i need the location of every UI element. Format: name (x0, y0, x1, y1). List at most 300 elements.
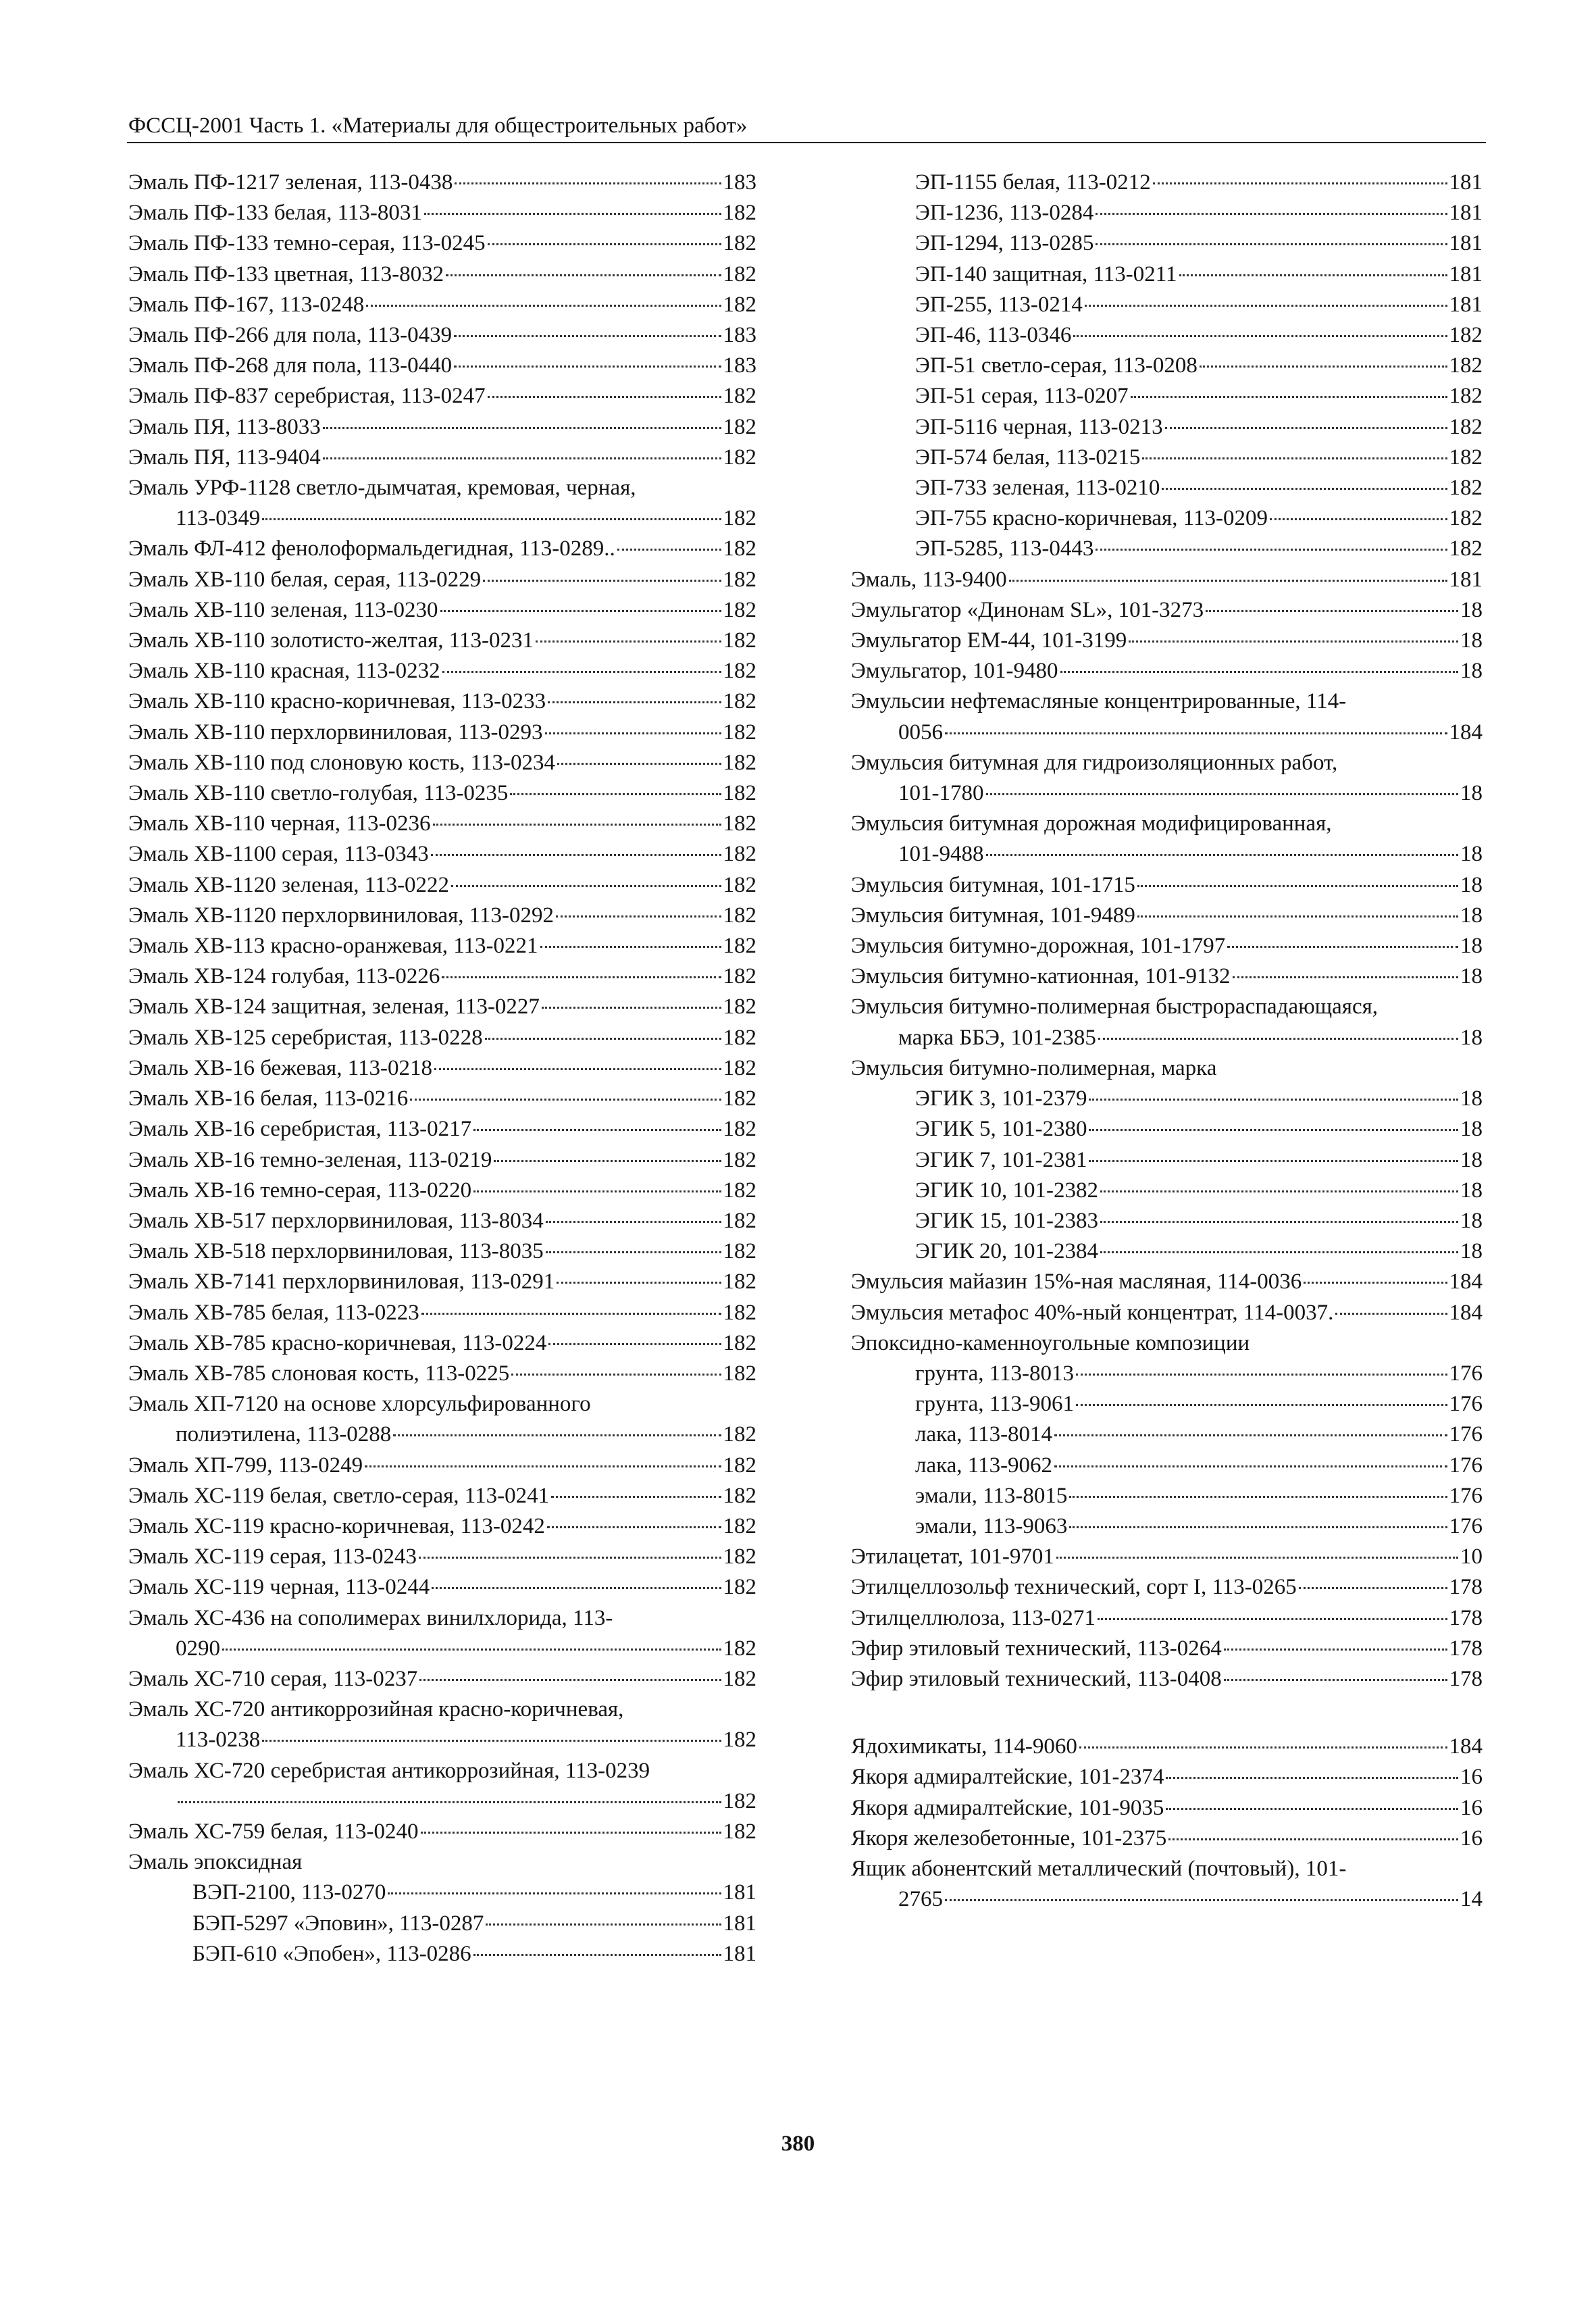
index-entry-line (128, 168, 756, 198)
index-entry-text: Эмаль ПФ-133 белая, 113-8031 (128, 201, 422, 226)
index-entry (851, 961, 1483, 992)
index-entry-line (851, 1145, 1483, 1176)
index-entry-line (128, 1786, 756, 1817)
index-entry-page: 182 (723, 1300, 756, 1325)
index-entry (128, 1176, 756, 1206)
index-entry (851, 1145, 1483, 1176)
index-entry-page: 16 (1460, 1826, 1483, 1851)
index-entry (128, 718, 756, 748)
index-entry-page: 181 (1449, 201, 1483, 226)
index-entry (128, 901, 756, 931)
index-entry (128, 748, 756, 778)
index-entry (128, 1542, 756, 1572)
index-entry-page: 182 (1449, 384, 1483, 409)
index-entry-text: 113-0349 (176, 506, 261, 531)
index-entry-page: 182 (723, 536, 756, 561)
index-entry-page: 182 (723, 1361, 756, 1386)
leader-dots (1131, 396, 1447, 398)
index-entry-text: Эмаль ХВ-16 белая, 113-0216 (128, 1086, 409, 1111)
leader-dots (454, 366, 721, 368)
index-entry-text: ЭП-5116 черная, 113-0213 (915, 414, 1163, 439)
index-entry-page: 18 (1460, 903, 1483, 928)
index-entry-page: 181 (723, 1911, 756, 1936)
index-entry-text: 0056 (898, 720, 943, 745)
index-entry (851, 1603, 1483, 1634)
index-entry-page: 184 (1449, 720, 1483, 745)
index-entry-page: 182 (723, 1575, 756, 1600)
index-entry (851, 351, 1483, 381)
leader-dots (1069, 1496, 1447, 1498)
index-entry-text: Эмаль ФЛ-412 фенолоформальдегидная, 113-0289.. (128, 536, 615, 561)
index-entry-line (851, 1664, 1483, 1694)
index-entry (851, 259, 1483, 290)
index-entry-text: Эмаль ХВ-110 красная, 113-0232 (128, 659, 440, 684)
leader-dots (366, 305, 721, 307)
index-entry-line (851, 961, 1483, 992)
leader-dots (434, 1068, 721, 1070)
index-entry-line (128, 1451, 756, 1481)
leader-dots (1227, 946, 1458, 948)
index-entry-line (851, 351, 1483, 381)
index-entry-line (128, 686, 756, 717)
index-entry-text: ЭП-574 белая, 113-0215 (915, 445, 1141, 470)
index-entry-line (128, 1634, 756, 1664)
leader-dots (1060, 671, 1458, 673)
index-entry-text: Эмульсия битумно-дорожная, 101-1797 (851, 934, 1226, 959)
index-entry (851, 503, 1483, 534)
leader-dots (1137, 915, 1458, 917)
index-entry (128, 961, 756, 992)
page-number: 380 (781, 2132, 815, 2156)
index-entry-line (851, 168, 1483, 198)
index-entry-line (851, 259, 1483, 290)
index-entry-page: 176 (1449, 1361, 1483, 1386)
leader-dots (451, 885, 721, 887)
index-entry-page: 182 (723, 1544, 756, 1569)
index-entry (851, 534, 1483, 564)
index-entry-line (851, 1206, 1483, 1236)
index-entry (128, 351, 756, 381)
index-entry-text: 101-1780 (898, 781, 984, 806)
index-entry-text: Эмаль ХВ-518 перхлорвиниловая, 113-8035 (128, 1239, 544, 1264)
index-entry-page: 182 (1449, 506, 1483, 531)
index-entry (851, 1542, 1483, 1572)
leader-dots (1304, 1282, 1447, 1284)
index-entry (128, 1084, 756, 1114)
index-entry-line (851, 228, 1483, 259)
index-entry (851, 1762, 1483, 1792)
index-entry (128, 1511, 756, 1542)
index-entry-text: Эмаль ПФ-268 для пола, 113-0440 (128, 353, 453, 378)
index-entry-line (851, 1542, 1483, 1572)
index-entry (128, 1328, 756, 1359)
leader-dots (1270, 518, 1447, 520)
index-entry-line (851, 1267, 1483, 1297)
index-entry-page: 182 (723, 1453, 756, 1478)
index-entry-page: 184 (1449, 1734, 1483, 1759)
index-entry-text: Эфир этиловый технический, 113-0264 (851, 1636, 1222, 1661)
leader-dots (1089, 1160, 1458, 1162)
index-entry-line (851, 1114, 1483, 1145)
leader-dots (440, 610, 721, 612)
index-entry-line (128, 1298, 756, 1328)
index-entry-page: 182 (723, 964, 756, 989)
index-entry-line (128, 503, 756, 534)
leader-dots (483, 580, 721, 582)
index-entry-page: 176 (1449, 1453, 1483, 1478)
leader-dots (1142, 457, 1447, 459)
index-entry-line (851, 381, 1483, 411)
index-entry (851, 992, 1483, 1053)
leader-dots (1096, 549, 1447, 551)
index-entry-text: Эмаль ХВ-124 защитная, зеленая, 113-0227 (128, 995, 540, 1020)
leader-dots (548, 1343, 721, 1345)
index-entry-page: 181 (723, 1880, 756, 1905)
leader-dots (1206, 610, 1458, 612)
index-entry-line (128, 320, 756, 351)
index-entry (851, 1634, 1483, 1664)
index-entry (128, 168, 756, 198)
index-entry-text: ЭГИК 7, 101-2381 (915, 1147, 1087, 1172)
index-entry-text: Эмаль ПФ-167, 113-0248 (128, 292, 365, 317)
index-entry-page: 183 (723, 323, 756, 348)
leader-dots (442, 976, 721, 978)
index-entry-text: Этилацетат, 101-9701 (851, 1544, 1054, 1569)
index-entry-page: 14 (1460, 1887, 1483, 1912)
index-entry-page: 182 (723, 995, 756, 1020)
index-entry-text: 0290 (176, 1636, 220, 1661)
index-entry-text: БЭП-610 «Эпобен», 113-0286 (192, 1941, 471, 1966)
leader-dots (1089, 1129, 1458, 1131)
index-entry-text: Эмаль ПФ-837 серебристая, 113-0247 (128, 384, 486, 409)
index-entry-text: ЭП-140 защитная, 113-0211 (915, 261, 1177, 286)
index-entry (128, 1572, 756, 1603)
index-entry-line (128, 1542, 756, 1572)
index-entry-page: 178 (1449, 1605, 1483, 1630)
leader-dots (511, 1374, 721, 1376)
index-entry-page: 182 (723, 934, 756, 959)
index-entry-text: Эмаль ХВ-16 темно-зеленая, 113-0219 (128, 1147, 492, 1172)
leader-dots (547, 1526, 721, 1528)
index-entry-page: 182 (1449, 536, 1483, 561)
index-entry-text: Эмаль ХВ-785 красно-коричневая, 113-0224 (128, 1330, 547, 1355)
index-entry-text: Эмаль ПФ-133 темно-серая, 113-0245 (128, 231, 486, 256)
index-entry-line (128, 1328, 756, 1359)
index-entry-text: Эмаль ПФ-1217 зеленая, 113-0438 (128, 170, 453, 195)
index-entry-text: Якоря адмиралтейские, 101-9035 (851, 1795, 1164, 1820)
index-entry (128, 1145, 756, 1176)
leader-dots (1076, 1374, 1447, 1376)
leader-dots (617, 549, 721, 551)
index-entry-line (128, 1053, 756, 1084)
leader-dots (945, 1899, 1458, 1901)
index-entry-line (128, 1909, 756, 1939)
index-entry (128, 1664, 756, 1694)
index-column-right (851, 168, 1483, 1915)
index-entry-line (851, 718, 1483, 748)
index-entry-page: 18 (1460, 1025, 1483, 1050)
index-entry-page: 182 (723, 1239, 756, 1264)
leader-dots (1009, 580, 1447, 582)
index-entry-line (128, 443, 756, 473)
leader-dots (455, 182, 721, 184)
index-entry-page: 184 (1449, 1269, 1483, 1294)
index-entry-line (128, 1084, 756, 1114)
index-entry-line (128, 931, 756, 961)
leader-dots (488, 243, 721, 245)
index-entry-text: Эмаль ХВ-110 под слоновую кость, 113-0234 (128, 750, 555, 775)
index-entry-page: 182 (723, 414, 756, 439)
index-entry-page: 18 (1460, 1239, 1483, 1264)
index-entry-page: 182 (723, 1666, 756, 1691)
index-entry-page: 181 (1449, 292, 1483, 317)
index-entry-text: Эмаль ХВ-110 золотисто-желтая, 113-0231 (128, 628, 534, 653)
index-entry-line (851, 626, 1483, 656)
index-entry-line (128, 1236, 756, 1267)
index-entry-page: 182 (723, 1055, 756, 1080)
index-entry-page: 182 (723, 1178, 756, 1203)
index-entry-text: ЭП-51 светло-серая, 113-0208 (915, 353, 1198, 378)
index-entry-text: Этилцеллозольф технический, сорт I, 113-0265 (851, 1575, 1297, 1600)
leader-dots (1166, 1777, 1458, 1779)
index-entry-line (128, 1664, 756, 1694)
index-entry-line (851, 565, 1483, 595)
leader-dots (393, 1434, 721, 1436)
index-entry-page: 182 (1449, 476, 1483, 501)
index-entry-line (128, 992, 756, 1022)
leader-dots (540, 946, 721, 948)
leader-dots (1098, 1618, 1447, 1620)
index-entry-page: 181 (1449, 567, 1483, 592)
index-entry-lead: Эмаль ХС-436 на сополимерах винилхлорида, 113- (128, 1605, 613, 1630)
index-entry-text: ЭГИК 20, 101-2384 (915, 1239, 1098, 1264)
index-entry-line (128, 595, 756, 626)
leader-dots (1200, 366, 1447, 368)
leader-dots (1100, 1190, 1458, 1192)
index-entry-page: 183 (723, 170, 756, 195)
index-entry-line (128, 565, 756, 595)
index-entry-page: 182 (723, 1819, 756, 1844)
index-entry-text: эмали, 113-8015 (915, 1483, 1068, 1508)
leader-dots (473, 1190, 721, 1192)
index-entry (851, 1511, 1483, 1542)
index-entry-text: ЭГИК 3, 101-2379 (915, 1086, 1087, 1111)
leader-dots (1100, 1221, 1458, 1223)
index-entry (128, 534, 756, 564)
leader-dots (473, 1129, 721, 1131)
index-entry (128, 1267, 756, 1297)
index-entry (128, 839, 756, 870)
index-entry-page: 182 (723, 1025, 756, 1050)
index-entry-line (128, 351, 756, 381)
index-entry-line (851, 198, 1483, 228)
index-entry-page: 182 (723, 384, 756, 409)
index-entry (851, 1298, 1483, 1328)
index-entry-line (128, 778, 756, 809)
index-entry-text: 101-9488 (898, 842, 984, 867)
leader-dots (488, 396, 721, 398)
index-entry (128, 595, 756, 626)
index-entry-text: Эмаль ХВ-16 серебристая, 113-0217 (128, 1117, 472, 1142)
index-entry-line (851, 443, 1483, 473)
leader-dots (1076, 1404, 1447, 1406)
index-entry-text: Эмульсия метафос 40%-ный концентрат, 114-0037. (851, 1300, 1334, 1325)
index-entry (851, 901, 1483, 931)
index-entry-line (851, 1823, 1483, 1854)
index-entry (128, 443, 756, 473)
index-entry (128, 1481, 756, 1511)
index-entry (128, 1756, 756, 1817)
leader-dots (323, 457, 721, 459)
leader-dots (1165, 427, 1447, 429)
index-entry-text: Эмульсия битумно-катионная, 101-9132 (851, 964, 1231, 989)
index-entry (851, 228, 1483, 259)
index-entry-line (851, 1451, 1483, 1481)
index-entry-text: Эмаль ХП-799, 113-0249 (128, 1453, 363, 1478)
index-entry-text: БЭП-5297 «Эповин», 113-0287 (192, 1911, 484, 1936)
index-entry-text: Эмаль ХВ-16 темно-серая, 113-0220 (128, 1178, 472, 1203)
leader-dots (986, 793, 1459, 795)
index-entry-line (851, 320, 1483, 351)
index-entry-page: 10 (1460, 1544, 1483, 1569)
index-entry-line (128, 1145, 756, 1176)
index-entry-text: Эмаль ПФ-133 цветная, 113-8032 (128, 261, 444, 286)
index-entry (128, 809, 756, 839)
leader-dots (1299, 1587, 1447, 1589)
leader-dots (323, 427, 721, 429)
leader-dots (1233, 976, 1458, 978)
index-entry-page: 18 (1460, 964, 1483, 989)
index-entry-line (851, 1084, 1483, 1114)
leader-dots (1069, 1526, 1447, 1528)
index-entry-line (851, 1793, 1483, 1823)
index-entry-text: ЭГИК 5, 101-2380 (915, 1117, 1087, 1142)
index-entry-page: 176 (1449, 1483, 1483, 1508)
index-entry-text: Эмаль ХВ-113 красно-оранжевая, 113-0221 (128, 934, 538, 959)
index-entry (851, 809, 1483, 870)
leader-dots (1096, 243, 1447, 245)
index-entry-text: ЭП-1236, 113-0284 (915, 201, 1094, 226)
leader-dots (556, 915, 721, 917)
index-entry (128, 1359, 756, 1389)
index-entry (851, 1823, 1483, 1854)
index-entry-line (128, 839, 756, 870)
index-entry-page: 181 (1449, 231, 1483, 256)
index-entry-page: 178 (1449, 1636, 1483, 1661)
index-entry-line (128, 1939, 756, 1969)
index-entry (128, 1206, 756, 1236)
index-entry-page: 182 (1449, 414, 1483, 439)
index-entry-text: ЭП-46, 113-0346 (915, 323, 1072, 348)
leader-dots (410, 1099, 721, 1101)
section-gap (851, 1694, 1483, 1732)
leader-dots (1168, 1838, 1458, 1840)
index-entry-text: ВЭП-2100, 113-0270 (192, 1880, 386, 1905)
index-entry-text: Эмаль ХВ-110 красно-коричневая, 113-0233 (128, 689, 546, 714)
leader-dots (1153, 182, 1447, 184)
index-entry-page: 182 (723, 1636, 756, 1661)
index-entry-line (851, 1389, 1483, 1419)
index-entry-page: 181 (1449, 261, 1483, 286)
index-entry (128, 1939, 756, 1969)
index-entry-lead: Эмульсия битумно-полимерная быстрораспадающаяся, (851, 995, 1379, 1020)
index-entry-page: 183 (723, 353, 756, 378)
leader-dots (1054, 1465, 1447, 1467)
index-entry-page: 18 (1460, 1117, 1483, 1142)
index-entry (851, 443, 1483, 473)
index-entry-text: ЭГИК 15, 101-2383 (915, 1208, 1098, 1233)
index-entry (851, 1664, 1483, 1694)
index-entry-line (128, 1481, 756, 1511)
index-entry-line (851, 1511, 1483, 1542)
leader-dots (431, 854, 721, 856)
index-entry-page: 176 (1449, 1513, 1483, 1538)
leader-dots (262, 1740, 721, 1742)
index-entry (128, 1298, 756, 1328)
index-entry-lead: Эмульсии нефтемасляные концентрированные, 114- (851, 689, 1347, 714)
leader-dots (454, 335, 721, 337)
index-entry-text: грунта, 113-8013 (915, 1361, 1074, 1386)
leader-dots (1335, 1313, 1447, 1315)
index-entry-page: 182 (723, 1269, 756, 1294)
index-entry-line (851, 473, 1483, 503)
index-entry-lead: Эмаль ХС-720 антикоррозийная красно-коричневая, (128, 1697, 624, 1722)
leader-dots (1224, 1649, 1447, 1651)
index-entry-line (851, 1023, 1483, 1053)
index-entry-page: 182 (723, 292, 756, 317)
index-entry-page: 182 (723, 659, 756, 684)
leader-dots (557, 763, 721, 765)
index-entry-text: Этилцеллюлоза, 113-0271 (851, 1605, 1096, 1630)
index-entry-page: 18 (1460, 1208, 1483, 1233)
index-entry-text: Эмаль ПФ-266 для пола, 113-0439 (128, 323, 453, 348)
leader-dots (545, 732, 721, 734)
leader-dots (178, 1801, 721, 1803)
index-entry (851, 1451, 1483, 1481)
index-entry (128, 931, 756, 961)
index-entry (128, 1023, 756, 1053)
index-entry-text: марка ББЭ, 101-2385 (898, 1025, 1096, 1050)
index-entry-text: Эмаль ХВ-785 белая, 113-0223 (128, 1300, 419, 1325)
leader-dots (446, 274, 721, 276)
leader-dots (424, 213, 721, 215)
leader-dots (1129, 640, 1458, 643)
index-entry-text: Эмульсия битумная, 101-1715 (851, 872, 1135, 897)
index-entry-text: Эмульгатор ЕМ-44, 101-3199 (851, 628, 1127, 653)
index-entry (851, 1419, 1483, 1450)
leader-dots (1179, 274, 1447, 276)
index-entry-line (851, 1298, 1483, 1328)
index-entry (851, 748, 1483, 809)
index-entry-line (128, 656, 756, 686)
index-entry-page: 181 (723, 1941, 756, 1966)
index-entry-text: Эмаль ХВ-110 перхлорвиниловая, 113-0293 (128, 720, 543, 745)
index-entry-text: Эмаль ПЯ, 113-9404 (128, 445, 321, 470)
index-entry (128, 565, 756, 595)
index-entry (851, 1053, 1483, 1084)
index-entry (851, 168, 1483, 198)
index-entry (128, 1878, 756, 1908)
index-entry-page: 182 (723, 628, 756, 653)
leader-dots (536, 640, 721, 643)
leader-dots (442, 671, 721, 673)
index-entry-page: 182 (723, 445, 756, 470)
index-entry-line (128, 534, 756, 564)
index-entry-page: 182 (723, 1483, 756, 1508)
index-entry-lead: Эмаль УРФ-1128 светло-дымчатая, кремовая, черная, (128, 476, 636, 501)
index-entry-page: 182 (723, 1513, 756, 1538)
leader-dots (945, 732, 1447, 734)
